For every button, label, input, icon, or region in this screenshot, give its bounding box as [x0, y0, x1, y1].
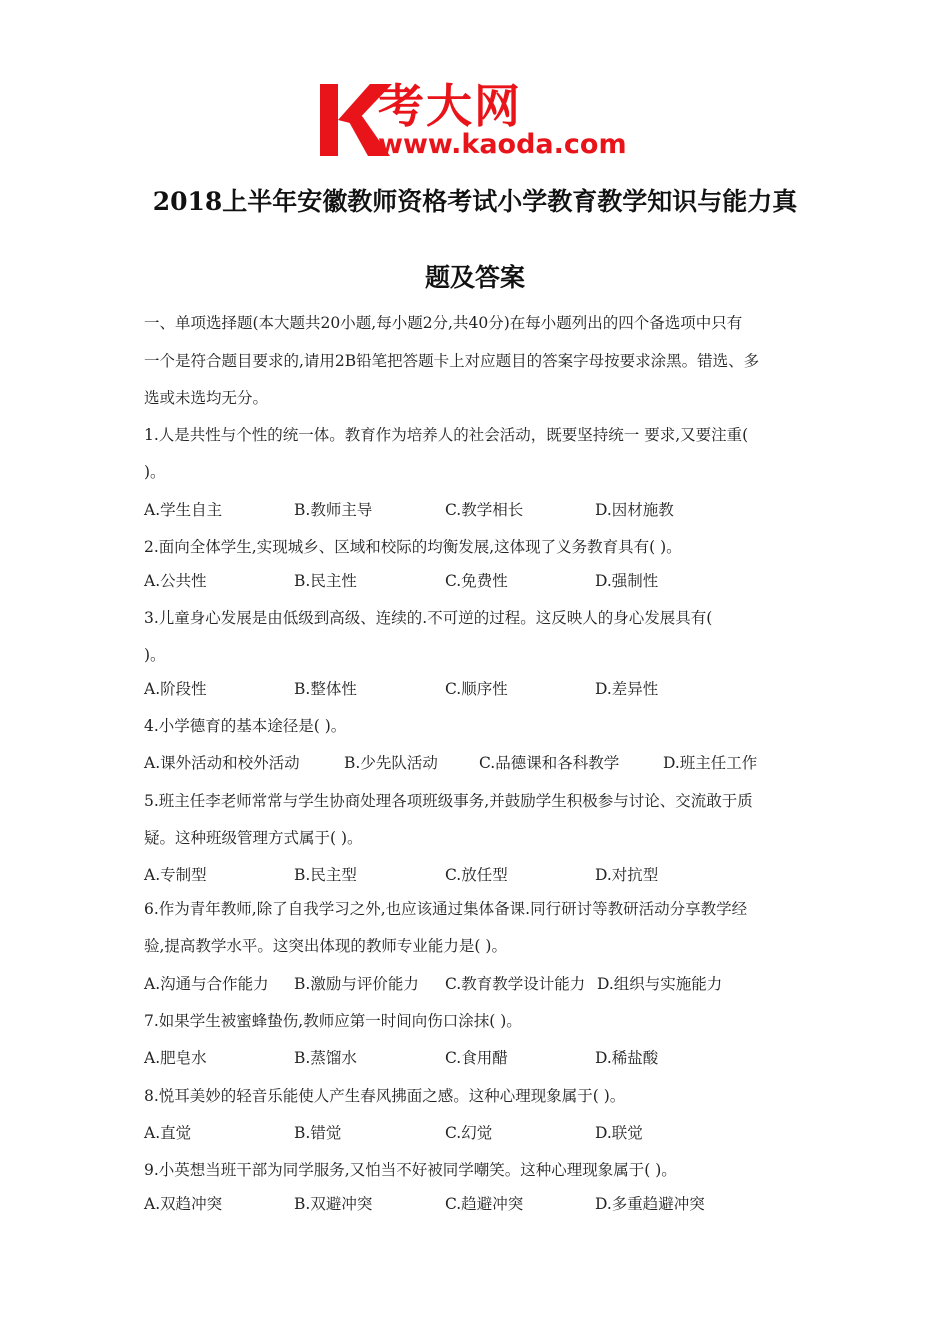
question-8-line-1: 8.悦耳美妙的轻音乐能使人产生春风拂面之感。这种心理现象属于( )。: [144, 1087, 626, 1105]
option-b: B.教师主导: [294, 501, 373, 519]
option-d: D.因材施教: [595, 501, 674, 519]
option-c: C.放任型: [445, 866, 508, 884]
question-1-line-1: 1.人是共性与个性的统一体。教育作为培养人的社会活动，既要坚持统一 要求,又要注重(: [144, 426, 749, 444]
option-b: B.少先队活动: [344, 754, 438, 772]
question-6-line-2: 验,提高教学水平。这突出体现的教师专业能力是( )。: [144, 937, 507, 955]
option-a: A.沟通与合作能力: [144, 975, 269, 993]
option-c: C.顺序性: [445, 680, 508, 698]
question-1-line-2: )。: [144, 463, 166, 481]
option-d: D.差异性: [595, 680, 659, 698]
option-a: A.公共性: [144, 572, 207, 590]
intro-line-3: 选或未选均无分。: [144, 389, 269, 407]
option-a: A.直觉: [144, 1124, 192, 1142]
question-3-options: [144, 679, 824, 699]
question-8-options: [144, 1123, 824, 1143]
document-title-line-1: 2018上半年安徽教师资格考试小学教育教学知识与能力真: [152, 187, 798, 216]
question-5-options: [144, 865, 824, 885]
logo-chinese-text: 考大网: [378, 79, 522, 133]
question-6-line-1: 6.作为青年教师,除了自我学习之外,也应该通过集体备课.同行研讨等教研活动分享教学经: [144, 900, 748, 918]
option-b: B.整体性: [294, 680, 357, 698]
option-c: C.趋避冲突: [445, 1195, 524, 1213]
option-c: C.品德课和各科教学: [479, 754, 620, 772]
intro-line-2: 一个是符合题目要求的,请用2B铅笔把答题卡上对应题目的答案字母按要求涂黑。错选、多: [144, 352, 760, 370]
question-1-options: [144, 500, 824, 520]
intro-line-1: 一、单项选择题(本大题共20小题,每小题2分,共40分)在每小题列出的四个备选项中只有: [144, 314, 743, 332]
option-d: D.稀盐酸: [595, 1049, 659, 1067]
option-b: B.民主性: [294, 572, 357, 590]
option-a: A.阶段性: [144, 680, 207, 698]
question-3-line-2: )。: [144, 646, 166, 664]
question-9-options: [144, 1194, 824, 1214]
option-c: C.免费性: [445, 572, 508, 590]
option-d: D.对抗型: [595, 866, 659, 884]
option-d: D.多重趋避冲突: [595, 1195, 705, 1213]
kaoda-logo: [318, 80, 638, 160]
question-4-options: [144, 753, 824, 773]
question-2-options: [144, 571, 824, 591]
option-d: D.班主任工作: [663, 754, 758, 772]
option-a: A.学生自主: [144, 501, 223, 519]
option-a: A.课外活动和校外活动: [144, 754, 300, 772]
question-3-line-1: 3.儿童身心发展是由低级到高级、连续的.不可逆的过程。这反映人的身心发展具有(: [144, 609, 713, 627]
option-d: D.组织与实施能力: [597, 975, 723, 993]
question-9-line-1: 9.小英想当班干部为同学服务,又怕当不好被同学嘲笑。这种心理现象属于( )。: [144, 1161, 677, 1179]
option-b: B.错觉: [294, 1124, 342, 1142]
question-7-line-1: 7.如果学生被蜜蜂蛰伤,教师应第一时间向伤口涂抹( )。: [144, 1012, 522, 1030]
option-b: B.双避冲突: [294, 1195, 373, 1213]
option-c: C.教学相长: [445, 501, 524, 519]
option-d: D.联觉: [595, 1124, 643, 1142]
option-a: A.肥皂水: [144, 1049, 207, 1067]
question-2-line-1: 2.面向全体学生,实现城乡、区域和校际的均衡发展,这体现了义务教育具有( )。: [144, 538, 682, 556]
question-6-options: [144, 974, 824, 994]
document-title-line-2: 题及答案: [424, 263, 525, 292]
question-5-line-1: 5.班主任李老师常常与学生协商处理各项班级事务,并鼓励学生积极参与讨论、交流敢于质: [144, 792, 753, 810]
option-b: B.蒸馏水: [294, 1049, 357, 1067]
option-b: B.激励与评价能力: [294, 975, 419, 993]
logo-url-text: www.kaoda.com: [378, 129, 627, 160]
option-d: D.强制性: [595, 572, 659, 590]
question-7-options: [144, 1048, 824, 1068]
option-c: C.教育教学设计能力: [445, 975, 586, 993]
option-b: B.民主型: [294, 866, 357, 884]
option-a: A.专制型: [144, 866, 207, 884]
option-c: C.食用醋: [445, 1049, 508, 1067]
option-a: A.双趋冲突: [144, 1195, 223, 1213]
question-5-line-2: 疑。这种班级管理方式属于( )。: [144, 829, 363, 847]
question-4-line-1: 4.小学德育的基本途径是( )。: [144, 717, 347, 735]
option-c: C.幻觉: [445, 1124, 493, 1142]
